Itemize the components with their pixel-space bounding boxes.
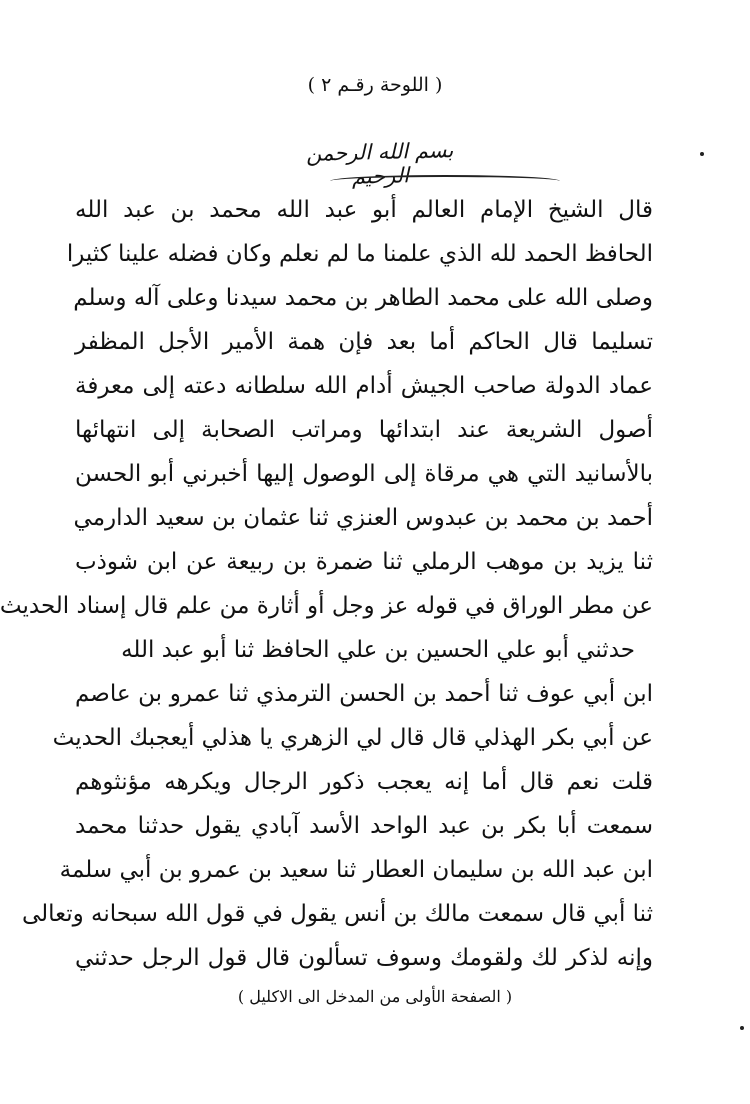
manuscript-line: ابن عبد الله بن سليمان العطار ثنا سعيد بن عمرو بن أبي سلمة bbox=[59, 857, 653, 883]
manuscript-line: وإنه لذكر لك ولقومك وسوف تسألون قال قول الرجل حدثني bbox=[75, 945, 653, 971]
basmala-flourish bbox=[330, 175, 560, 187]
manuscript-line: عماد الدولة صاحب الجيش أدام الله سلطانه دعته إلى معرفة bbox=[75, 373, 653, 399]
manuscript-line: ثنا يزيد بن موهب الرملي ثنا ضمرة بن ربيعة عن ابن شوذب bbox=[75, 549, 653, 575]
manuscript-line: ثنا أبي قال سمعت مالك بن أنس يقول في قول الله سبحانه وتعالى bbox=[21, 901, 653, 927]
manuscript-line: عن مطر الوراق في قوله عز وجل أو أثارة من علم قال إسناد الحديث bbox=[0, 593, 653, 619]
manuscript-line: أحمد بن محمد بن عبدوس العنزي ثنا عثمان بن سعيد الدارمي bbox=[73, 505, 653, 531]
manuscript-text bbox=[0, 188, 653, 980]
ink-dot-mark bbox=[700, 152, 704, 156]
manuscript-line: عن أبي بكر الهذلي قال قال لي الزهري يا هذلي أيعجبك الحديث bbox=[52, 725, 653, 751]
manuscript-line: حدثني أبو علي الحسين بن علي الحافظ ثنا أبو عبد الله bbox=[121, 637, 635, 663]
basmala-heading: بسم الله الرحمن الرحيم bbox=[305, 138, 454, 189]
manuscript-line: أصول الشريعة عند ابتدائها ومراتب الصحابة إلى انتهائها bbox=[75, 417, 653, 443]
ink-dot-mark bbox=[740, 1026, 744, 1030]
manuscript-line: قال الشيخ الإمام العالم أبو عبد الله محمد بن عبد الله bbox=[75, 197, 653, 223]
manuscript-line: الحافظ الحمد لله الذي علمنا ما لم نعلم وكان فضله علينا كثيرا bbox=[66, 241, 653, 267]
manuscript-line: بالأسانيد التي هي مرقاة إلى الوصول إليها أخبرني أبو الحسن bbox=[75, 461, 653, 487]
manuscript-line: سمعت أبا بكر بن عبد الواحد الأسد آبادي يقول حدثنا محمد bbox=[75, 813, 653, 839]
manuscript-line: تسليما قال الحاكم أما بعد فإن همة الأمير الأجل المظفر bbox=[75, 329, 653, 355]
footer-caption: ( الصفحة الأولى من المدخل الى الاكليل ) bbox=[237, 987, 513, 1006]
manuscript-line: وصلى الله على محمد الطاهر بن محمد سيدنا وعلى آله وسلم bbox=[73, 285, 653, 311]
manuscript-line: ابن أبي عوف ثنا أحمد بن الحسن الترمذي ثنا عمرو بن عاصم bbox=[75, 681, 653, 707]
manuscript-line: قلت نعم قال أما إنه يعجب ذكور الرجال ويكرهه مؤنثوهم bbox=[75, 769, 653, 795]
plate-caption: ( اللوحة رقـم ٢ ) bbox=[307, 74, 443, 96]
